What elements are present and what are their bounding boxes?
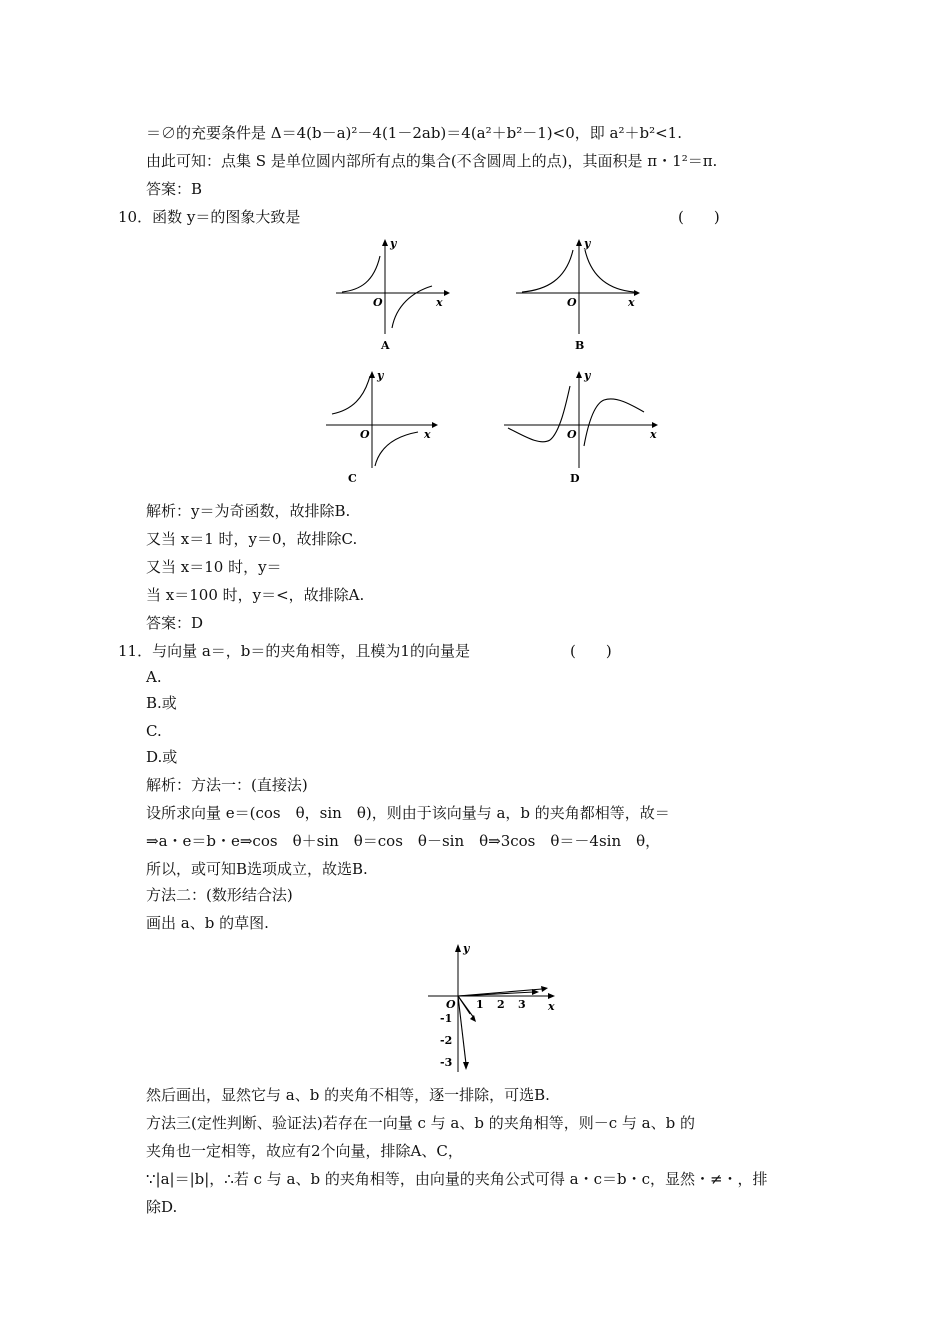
solution-line: 方法三(定性判断、验证法)若存在一向量 c 与 a、b 的夹角相等，则－c 与 a、b 的 (146, 1114, 695, 1132)
solution-line: 画出 a、b 的草图. (146, 914, 269, 932)
solution-line: 解析：方法一：(直接法) (146, 776, 308, 794)
solution-line: ⇒a・e＝b・e⇒cos θ＋sin θ＝cos θ－sin θ⇒3cos θ＝－4sin θ， (146, 832, 661, 850)
tick-label: -2 (440, 1034, 453, 1047)
graph-a (336, 236, 452, 356)
axis-label: x (628, 296, 635, 309)
tick-label: 1 (476, 998, 484, 1011)
axis-label: y (584, 237, 591, 250)
graph-label: A (381, 339, 390, 352)
origin-label: O (446, 998, 456, 1011)
solution-line: 当 x＝100 时，y＝<，故排除A. (146, 586, 365, 604)
tick-label: -3 (440, 1056, 453, 1069)
solution-line: 然后画出，显然它与 a、b 的夹角不相等，逐一排除，可选B. (146, 1086, 550, 1104)
solution-line: 夹角也一定相等，故应有2个向量，排除A、C， (146, 1142, 463, 1160)
tick-label: 2 (497, 998, 505, 1011)
vector-figure (424, 940, 564, 1076)
option-c: C. (146, 722, 162, 740)
solution-line: 所以，或可知B选项成立，故选B. (146, 860, 368, 878)
answer-line: 答案：D (146, 614, 204, 632)
solution-line: 又当 x＝1 时，y＝0，故排除C. (146, 530, 358, 548)
origin-label: O (373, 296, 383, 309)
text-line: ＝∅的充要条件是 Δ＝4(b－a)²－4(1－2ab)＝4(a²＋b²－1)<0，即 a²＋b²<1. (146, 124, 682, 142)
tick-label: 3 (518, 998, 526, 1011)
graph-d (504, 368, 664, 488)
axis-label: y (377, 369, 384, 382)
question-11: 11．与向量 a＝，b＝的夹角相等，且模为1的向量是 (118, 642, 470, 660)
axis-label: y (390, 237, 397, 250)
graph-label: D (570, 472, 580, 485)
axis-label: y (463, 942, 470, 955)
axis-label: x (548, 1000, 555, 1013)
option-a: A. (146, 668, 162, 686)
graph-label: B (575, 339, 585, 352)
solution-line: 方法二：(数形结合法) (146, 886, 293, 904)
question-10: 10．函数 y＝的图象大致是 (118, 208, 301, 226)
graph-c (326, 368, 442, 488)
graph-label: C (348, 472, 357, 485)
graph-b (516, 236, 642, 356)
solution-line: 又当 x＝10 时，y＝ (146, 558, 282, 576)
text-line: 由此可知：点集 S 是单位圆内部所有点的集合(不含圆周上的点)，其面积是 π・1²＝π. (146, 152, 718, 170)
solution-line: 除D. (146, 1198, 178, 1216)
origin-label: O (567, 428, 577, 441)
answer-blank: ( ) (678, 208, 720, 226)
origin-label: O (360, 428, 370, 441)
origin-label: O (567, 296, 577, 309)
axis-label: x (424, 428, 431, 441)
tick-label: -1 (440, 1012, 453, 1025)
answer-line: 答案：B (146, 180, 203, 198)
solution-line: ∵|a|＝|b|，∴若 c 与 a、b 的夹角相等，由向量的夹角公式可得 a・c＝b・c，显然・≠・，排 (146, 1170, 768, 1188)
option-b: B.或 (146, 694, 177, 712)
option-d: D.或 (146, 748, 178, 766)
answer-blank: ( ) (570, 642, 612, 660)
axis-label: y (584, 369, 591, 382)
axis-label: x (650, 428, 657, 441)
axis-label: x (436, 296, 443, 309)
solution-line: 设所求向量 e＝(cos θ，sin θ)，则由于该向量与 a，b 的夹角都相等，故＝ (146, 804, 670, 822)
solution-line: 解析：y＝为奇函数，故排除B. (146, 502, 351, 520)
